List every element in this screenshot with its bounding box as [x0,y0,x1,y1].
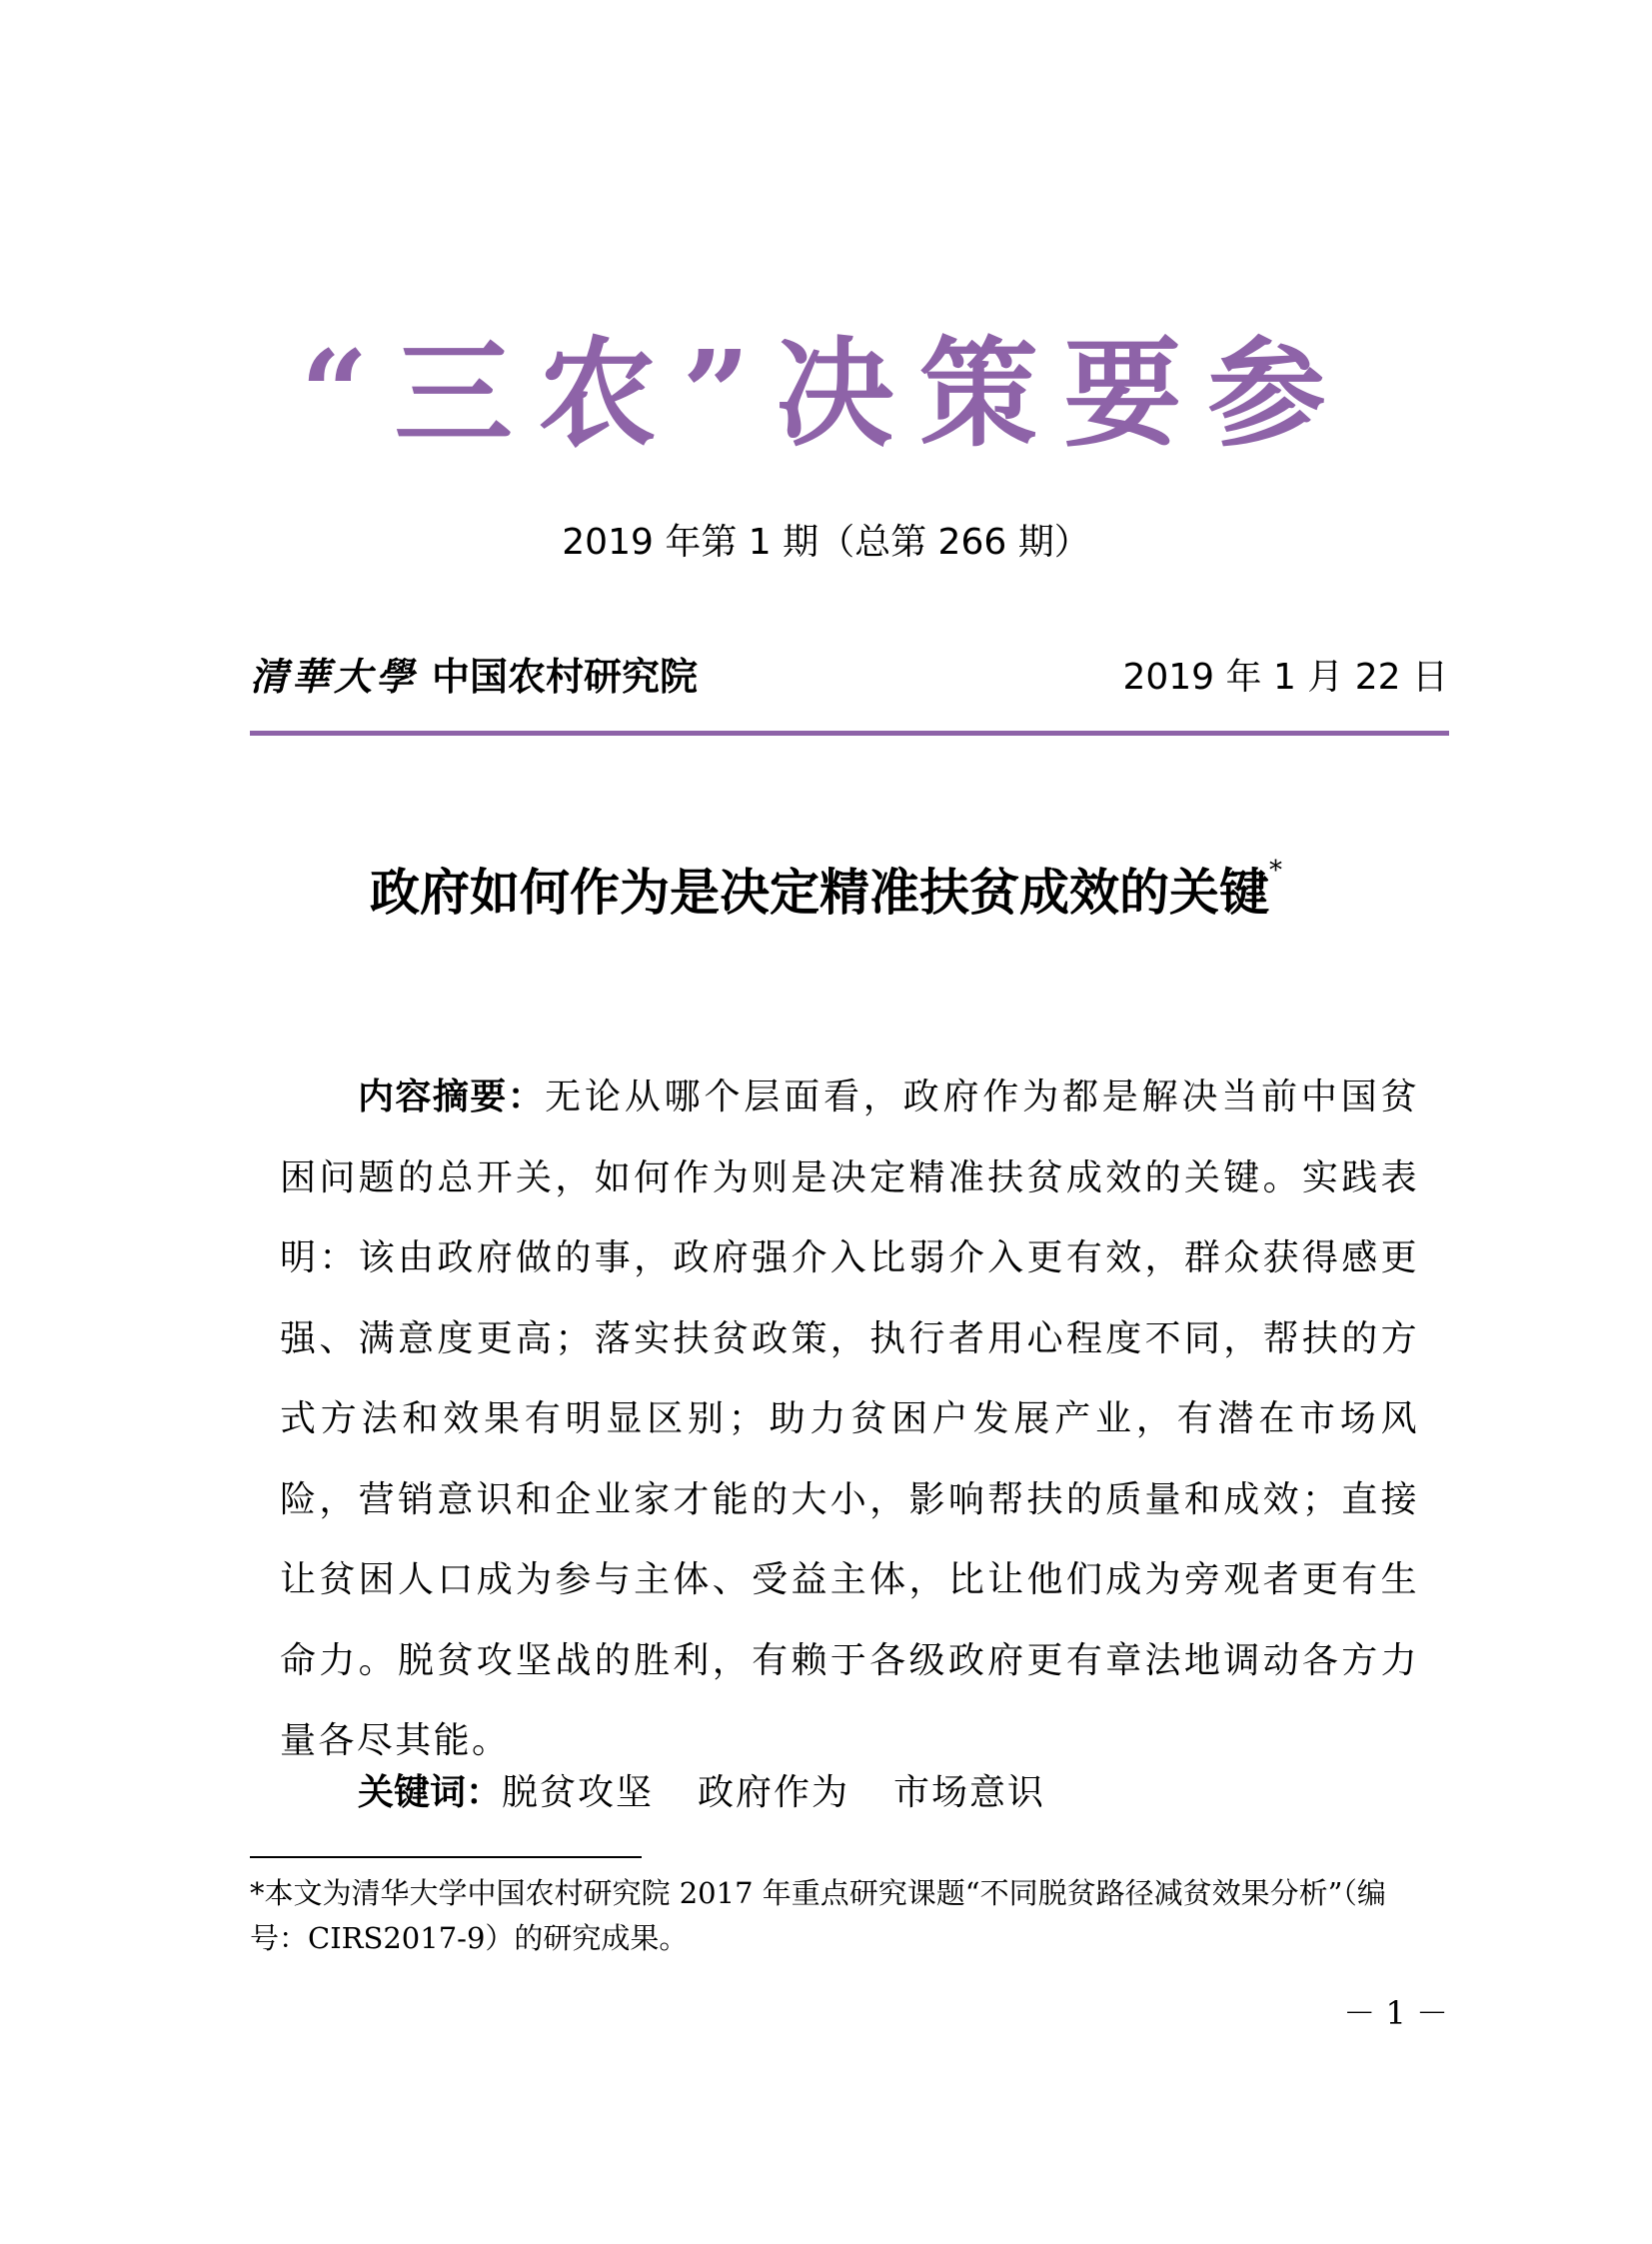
abstract-label: 内容摘要： [358,1077,546,1118]
footnote: *本文为清华大学中国农村研究院 2017 年重点研究课题“不同脱贫路径减贫效果分析”（编号：CIRS2017-9）的研究成果。 [250,1876,1386,1955]
abstract-paragraph [280,1058,1419,1782]
keyword-item: 政府作为 [698,1772,850,1813]
article-title [0,856,1652,922]
page-number: － 1 － [1343,1994,1448,2032]
header-divider [250,731,1449,736]
university-logo-text: 清華大學 [250,654,419,699]
institute-name: 中国农村研究院 [432,654,699,699]
issue-number: 2019 年第 1 期（总第 266 期） [562,522,1090,563]
keywords-line [358,1772,1089,1813]
footnote-marker: * [1269,856,1282,886]
keywords-label: 关键词： [358,1772,503,1813]
keyword-item: 脱贫攻坚 [502,1772,655,1813]
publisher [250,654,699,699]
publication-date: 2019 年 1 月 22 日 [1122,657,1448,698]
masthead-title: “三农”决策要参 [300,324,1352,463]
article-title-text: 政府如何作为是决定精准扶贫成效的关键 [370,863,1269,922]
footnote-divider [250,1856,642,1858]
keyword-item: 市场意识 [893,1772,1046,1813]
abstract-text: 无论从哪个层面看，政府作为都是解决当前中国贫困问题的总开关，如何作为则是决定精准扶贫成效的关键。实践表明：该由政府做的事，政府强介入比弱介入更有效，群众获得感更强、满意度更高；落实扶贫政策，执行者用心程度不同，帮扶的方式方法和效果有明显区别；助力贫困户发展产业，有潜在市场风险，营销意识和企业家才能的大小，影响帮扶的质量和成效；直接让贫困人口成为参与主体、受益主体，比让他们成为旁观者更有生命力。脱贫攻坚战的胜利，有赖于各级政府更有章法地调动各方力量各尽其能。 [280,1077,1419,1761]
